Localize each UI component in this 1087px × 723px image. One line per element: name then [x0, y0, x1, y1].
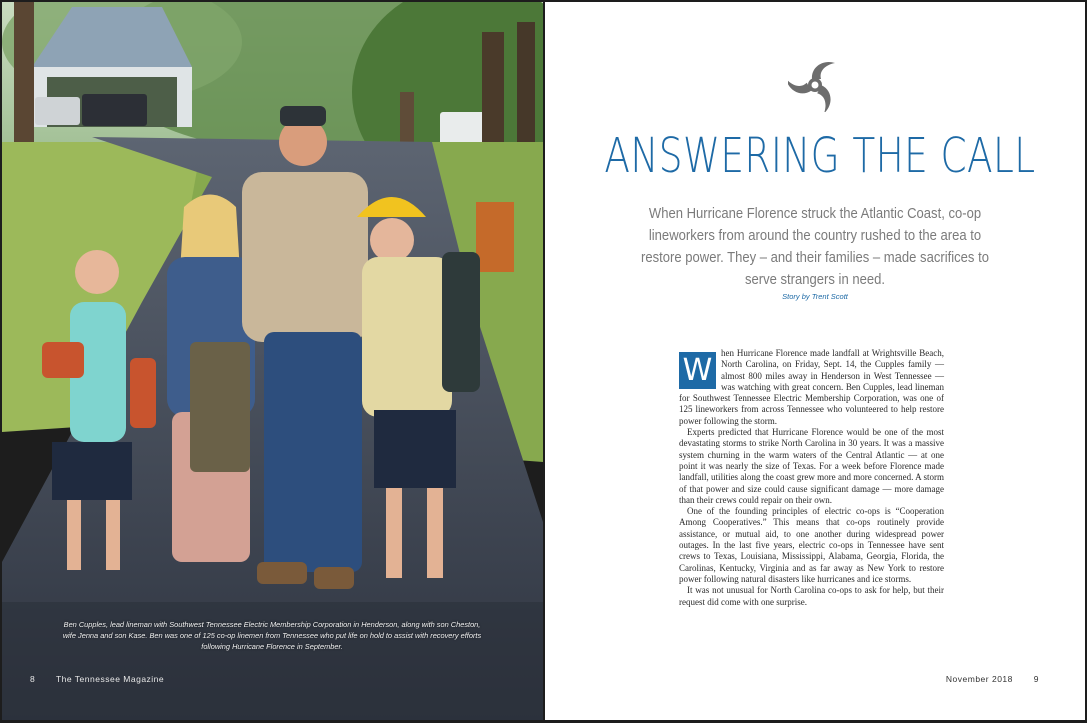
- right-page: [545, 2, 1085, 720]
- body-paragraph: Experts predicted that Hurricane Florence would be one of the most devastating storms to strike North Carolina in 30 years. It was a massive system churning in the warm waters of the Central Atlantic — at one point it was nearly the size of Texas. For a week before Florence made landfall, utilities along the coast grew more and more concerned. A storm of that power and size could cause significant damage — more damage than their crews could repair on their own.: [679, 427, 944, 505]
- left-page: [2, 2, 543, 720]
- family-photo: [2, 2, 543, 720]
- issue-date: November 2018: [945, 674, 1013, 684]
- left-folio: [30, 674, 164, 684]
- article-deck: When Hurricane Florence struck the Atlantic Coast, co-op lineworkers from around the country rushed to the area to restore power. They – and their families – made sacrifices to serve strangers in need.: [641, 206, 989, 288]
- drop-cap: W: [679, 352, 716, 389]
- article-byline: Story by Trent Scott: [782, 292, 848, 301]
- article-body: [679, 348, 944, 608]
- body-paragraph: One of the founding principles of electric co-ops is “Cooperation Among Cooperatives.” This means that co-ops routinely provide assistance, or mutual aid, to one another during widespread power outages. In the last five years, electric co-ops in Tennessee have sent crews to Texas, Louisiana, Mississippi, Alabama, Georgia, Florida, the Carolinas, Kentucky, Virginia and as far away as New York to restore power following natural disasters like hurricanes and ice storms.: [679, 506, 944, 584]
- left-page-number: 8: [30, 674, 36, 684]
- right-folio: [946, 674, 1039, 684]
- photo-caption: Ben Cupples, lead lineman with Southwest Tennessee Electric Membership Corporation in Henderson, along with son Cheston, wife Jenna and son Kase. Ben was one of 125 co-op linemen from Tennessee who put life on hold to assist with recovery efforts following Hurricane Florence in September.: [62, 620, 482, 651]
- right-page-number: 9: [1033, 674, 1039, 684]
- body-paragraph: [679, 348, 944, 427]
- article-headline: ANSWERING THE CALL: [604, 128, 1036, 184]
- body-paragraph: It was not unusual for North Carolina co-ops to ask for help, but their request did come with one surprise.: [679, 585, 944, 607]
- publication-name: The Tennessee Magazine: [55, 674, 165, 684]
- paragraph-text: hen Hurricane Florence made landfall at Wrightsville Beach, North Carolina, on Friday, Sept. 14, the Cupples family — almost 800 miles away in Henderson in West Tennessee — was watching with great concern. Ben Cupples, lead lineman for Southwest Tennessee Electric Membership Corporation, was one of 125 lineworkers from across Tennessee who volunteered to help restore power following the storm.: [679, 348, 944, 426]
- hurricane-icon: [788, 58, 842, 112]
